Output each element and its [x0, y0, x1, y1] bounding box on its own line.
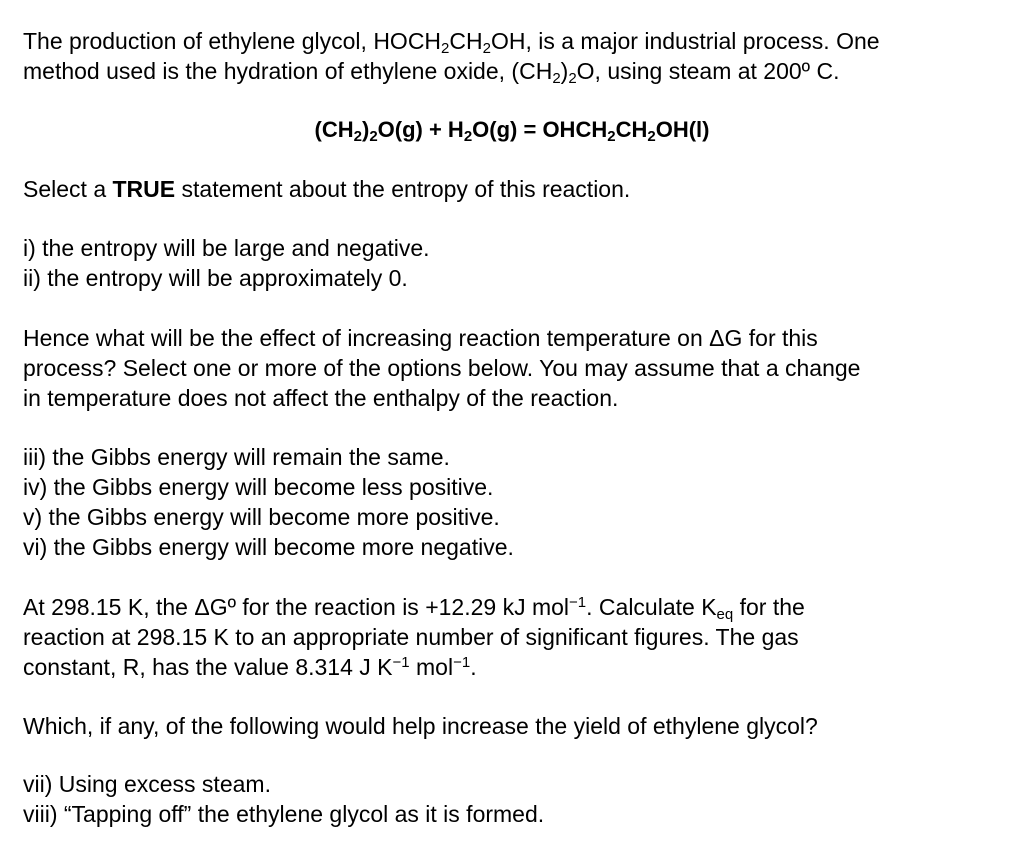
gibbs-question-line-2: process? Select one or more of the options below. You may assume that a change	[23, 355, 861, 381]
option-v: v) the Gibbs energy will become more positive.	[23, 504, 500, 530]
gibbs-question-line-3: in temperature does not affect the enthalpy of the reaction.	[23, 385, 619, 411]
keq-question-line-2: reaction at 298.15 K to an appropriate number of significant figures. The gas	[23, 624, 799, 650]
intro-line-1: The production of ethylene glycol, $HOCH_2CH_2OH$, is a major industrial process. One	[23, 28, 880, 57]
option-ii: ii) the entropy will be approximately 0.	[23, 265, 408, 291]
keq-question-line-3: constant, R, has the value 8.314 J $K^{-1}$ mol$^{-1}$.	[23, 654, 477, 680]
entropy-question: Select a TRUE statement about the entropy of this reaction.	[23, 176, 631, 202]
option-i: i) the entropy will be large and negative.	[23, 235, 430, 261]
option-viii: viii) “Tapping off” the ethylene glycol as it is formed.	[23, 801, 545, 827]
option-iii: iii) the Gibbs energy will remain the same.	[23, 444, 450, 470]
yield-question: Which, if any, of the following would help increase the yield of ethylene glycol?	[23, 713, 818, 739]
gibbs-question-line-1: Hence what will be the effect of increasing reaction temperature on ΔG for this	[23, 325, 818, 351]
keq-question-line-1: At 298.15 K, the ΔGº for the reaction is +12.29 kJ mol$^{-1}$. Calculate $K_{eq}$ for the	[23, 594, 805, 623]
option-iv: iv) the Gibbs energy will become less positive.	[23, 474, 494, 500]
intro-line-2: method used is the hydration of ethylene oxide, $(CH_2)_2O$, using steam at 200º C.	[23, 58, 840, 87]
option-vii: vii) Using excess steam.	[23, 771, 271, 797]
reaction-equation: $(CH_2)_2O(g) + H_2O(g)$ = $OHCH_2CH_2OH(l)$	[314, 117, 710, 145]
option-vi: vi) the Gibbs energy will become more negative.	[23, 534, 514, 560]
